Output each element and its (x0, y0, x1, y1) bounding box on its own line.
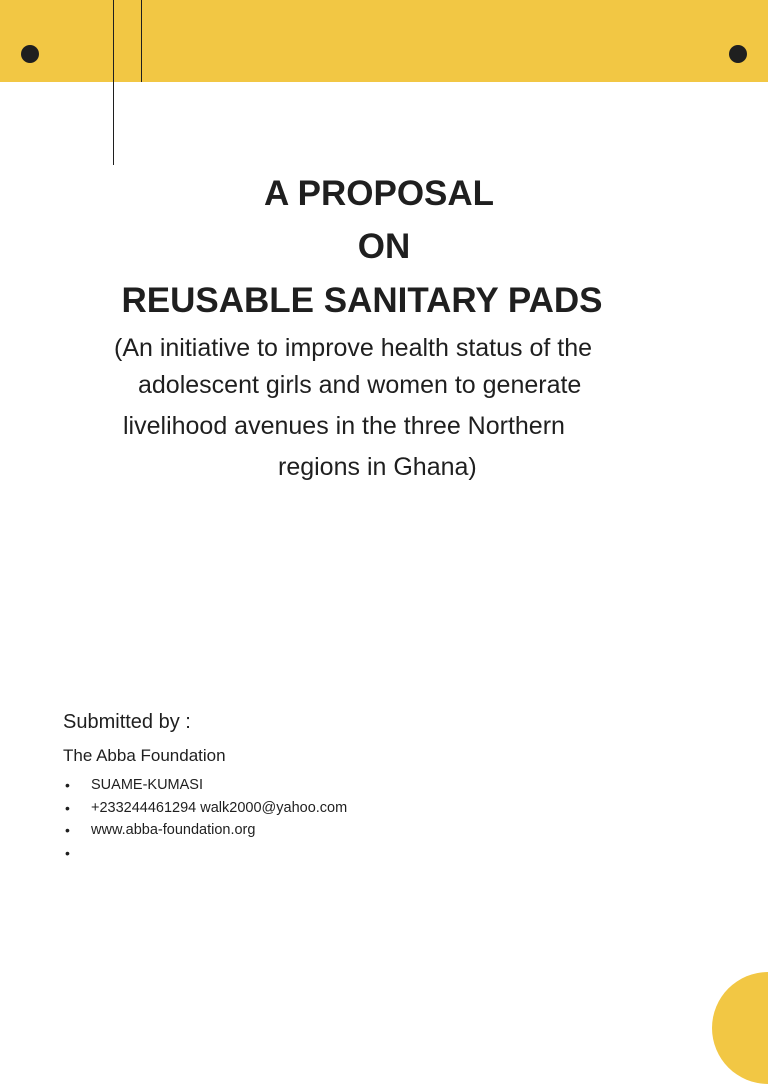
subtitle-line-3: livelihood avenues in the three Northern (123, 412, 565, 440)
bullet-icon: • (65, 844, 70, 861)
subtitle-line-4: regions in Ghana) (278, 453, 477, 481)
left-dot-decoration (21, 45, 39, 63)
subtitle-line-2: adolescent girls and women to generate (138, 371, 582, 399)
bullet-icon: • (65, 799, 70, 816)
short-vertical-rule (141, 0, 142, 82)
contact-item-address (63, 774, 347, 797)
contact-item-website (63, 819, 347, 842)
bullet-icon: • (65, 822, 70, 838)
contact-phone-email-text: +233244461294 walk2000@yahoo.com (91, 799, 348, 816)
title-line-1: A PROPOSAL (263, 174, 495, 213)
contact-list (63, 774, 347, 864)
subtitle-line-1: (An initiative to improve health status of the (114, 334, 593, 362)
header-band (0, 0, 768, 82)
bullet-icon: • (65, 777, 70, 793)
submitted-by-label: Submitted by : (63, 711, 191, 733)
title-line-3: REUSABLE SANITARY PADS (121, 281, 603, 320)
contact-address-text: SUAME-KUMASI (91, 777, 203, 793)
corner-decoration (712, 972, 768, 1084)
organization-name: The Abba Foundation (63, 746, 226, 765)
title-line-2: ON (357, 227, 411, 266)
contact-item-empty (63, 842, 347, 865)
contact-item-phone-email (63, 797, 347, 820)
contact-website-text: www.abba-foundation.org (91, 822, 256, 838)
right-dot-decoration (729, 45, 747, 63)
long-vertical-rule (113, 0, 114, 165)
